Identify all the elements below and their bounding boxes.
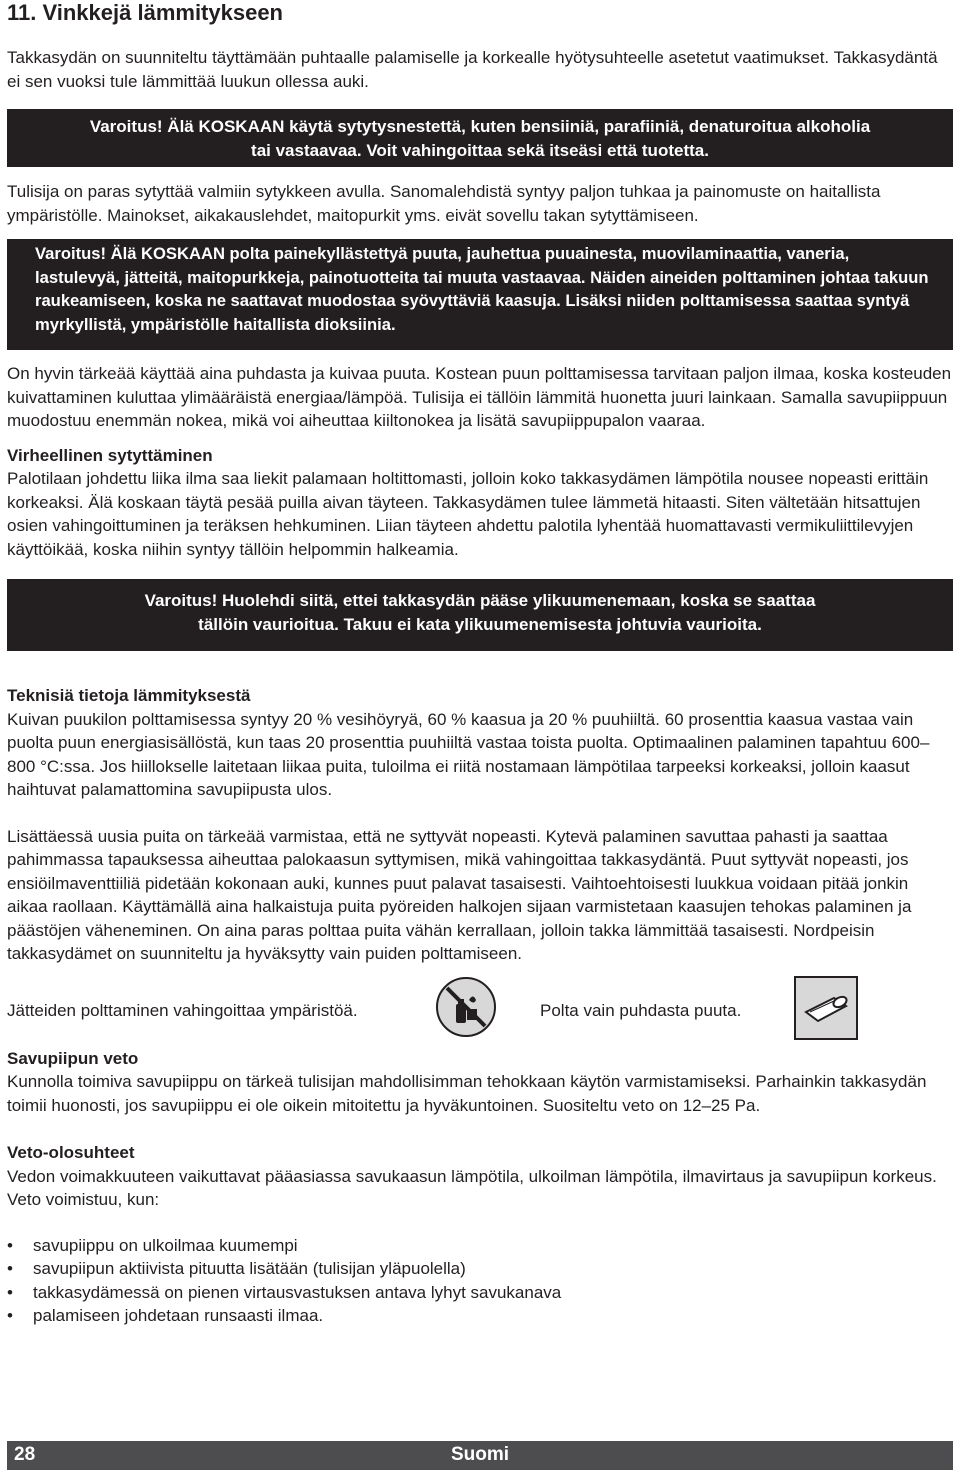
technical-heading: Teknisiä tietoja lämmityksestä	[7, 686, 251, 705]
warning-line: tai vastaavaa. Voit vahingoittaa sekä itseäsi että tuotetta.	[251, 140, 709, 160]
no-waste-burning-icon	[435, 976, 497, 1038]
wrong-lighting-text: Palotilaan johdettu liika ilma saa liekit palamaan holtittomasti, jolloin koko takkasydämen lämpötila nousee nopeasti erittäin korkeaksi. Älä koskaan täytä pesää puilla aivan täyteen. Takkasydämen tulee lämmetä hitaasti. Siten vältetään hitsattujen osien vahingoittuminen ja teräksen hehkuminen. Liian täyteen ahdettu palotila lyhentää huomattavasti vermikuliittilevyjen käyttöikää, koska niihin syntyy tällöin helpommin halkeamia.	[7, 469, 929, 559]
warning-box-overheating	[7, 579, 953, 651]
draft-conditions-text: Vedon voimakkuuteen vaikuttavat pääasiassa savukaasun lämpötila, ulkoilman lämpötila, ilmavirtaus ja savupiipun korkeus. Veto voimistuu, kun:	[7, 1166, 937, 1209]
list-item: • takkasydämessä on pienen virtausvastuksen antava lyhyt savukanava	[7, 1281, 953, 1305]
icons-row	[7, 976, 953, 1038]
technical-section	[7, 684, 953, 802]
list-item: • palamiseen johdetaan runsaasti ilmaa.	[7, 1304, 953, 1328]
document-page	[7, 0, 953, 1328]
warning-box-fluids	[7, 109, 953, 167]
wood-log-icon	[794, 976, 858, 1040]
section-title: 11. Vinkkejä lämmitykseen	[7, 0, 283, 25]
kindling-paragraph: Tulisija on paras sytyttää valmiin sytykkeen avulla. Sanomalehdistä syntyy paljon tuhkaa ja painomuste on haitallista ympäristölle. Mainokset, aikakauslehdet, maitopurkit yms. eivät sovellu takan sytyttämiseen.	[7, 182, 881, 225]
technical-text: Kuivan puukilon polttamisessa syntyy 20 % vesihöyryä, 60 % kaasua ja 20 % puuhiiltä. 60 prosenttia kaasua vastaa vain puolta puun energiasisällöstä, kun taas 20 prosenttia puuhiiltä vastaa toista puolta. Optimaalinen palaminen tapahtuu 600–800 °C:ssa. Jos hiillokselle laitetaan liikaa puita, tuloilma ei riitä nostamaan lämpötilaa tarpeeksi korkeaksi, jolloin kaasut haihtuvat palamattomina savupiipusta ulos.	[7, 709, 930, 799]
warning-line: Varoitus! Älä KOSKAAN käytä sytytysnestettä, kuten bensiiniä, parafiiniä, denaturoitua alkoholia	[89, 117, 871, 136]
warning-box-materials: Varoitus! Älä KOSKAAN polta painekyllästettyä puuta, jauhettua puuainesta, muovilaminaattia, vaneria, lastulevyä, jätteitä, maitopurkkeja, painotuotteita tai muuta vastaavaa. Näiden aineiden polttaminen johtaa takuun raukeamiseen, koska ne saattavat muodostaa syövyttäviä kaasuja. Lisäksi niiden polttamisessa saattaa syntyä myrkyllistä, ympäristölle haitallista dioksiinia.	[7, 239, 953, 350]
warning-line: tällöin vaurioitua. Takuu ei kata ylikuumenemisesta johtuvia vaurioita.	[198, 614, 762, 634]
chimney-draft-text: Kunnolla toimiva savupiippu on tärkeä tulisijan mahdollisimman tehokkaan käytön varmistamiseksi. Parhainkin takkasydän toimii huonosti, jos savupiippu ei ole oikein mitoitettu ja hyväkuntoinen. Suositeltu veto on 12–25 Pa.	[7, 1072, 927, 1115]
footer-language: Suomi	[451, 1444, 510, 1465]
adding-wood-paragraph: Lisättäessä uusia puita on tärkeää varmistaa, että ne syttyvät nopeasti. Kytevä palaminen savuttaa pahasti ja saattaa pahimmassa tapauksessa aiheuttaa palokaasun syttymisen, mikä vahingoittaa takkasydäntä. Puut syttyvät nopeasti, jos ensiöilmaventtiiliä pidetään kokonaan auki, kunnes puut palavat tasaisesti. Vaihtoehtoisesti luukkua voidaan pitää jonkin aikaa raollaan. Käyttämällä aina halkaistuja puita pyöreiden halkojen sijaan varmistetaan kaasujen tehokas palaminen ja päästöjen väheneminen. On aina paras polttaa puita vähän kerrallaan, jolloin takka lämmittää tasaisesti. Nordpeisin takkasydämet on suunniteltu ja hyväksytty vain puiden polttamiseen.	[7, 826, 912, 963]
waste-burning-note: Jätteiden polttaminen vahingoittaa ympäristöä.	[7, 1000, 358, 1020]
intro-paragraph: Takkasydän on suunniteltu täyttämään puhtaalle palamiselle ja korkealle hyötysuhteelle asetetut vaatimukset. Takkasydäntä ei sen vuoksi tule lämmittää luukun ollessa auki.	[7, 48, 938, 91]
page-footer	[7, 1441, 953, 1470]
warning-line: Varoitus! Huolehdi siitä, ettei takkasydän pääse ylikuumenemaan, koska se saattaa	[144, 591, 816, 610]
list-item: • savupiipun aktiivista pituutta lisätään (tulisijan yläpuolella)	[7, 1257, 953, 1281]
draft-conditions-heading: Veto-olosuhteet	[7, 1143, 135, 1162]
draft-conditions-list	[7, 1234, 953, 1328]
clean-wood-note: Polta vain puhdasta puuta.	[540, 1000, 742, 1020]
dry-wood-paragraph: On hyvin tärkeää käyttää aina puhdasta ja kuivaa puuta. Kostean puun polttamisessa tarvitaan paljon ilmaa, koska kosteuden kuivattaminen kuluttaa ylimääräistä energiaa/lämpöä. Tulisija ei tällöin lämmitä huonetta juuri lainkaan. Samalla savupiippuun muodostuu enemmän nokea, mikä voi aiheuttaa kiiltonokea ja lisätä savupiippupalon vaaraa.	[7, 364, 952, 430]
wrong-lighting-heading: Virheellinen sytyttäminen	[7, 445, 213, 465]
draft-conditions-section	[7, 1141, 953, 1328]
page-number: 28	[14, 1444, 36, 1465]
chimney-draft-section	[7, 1047, 953, 1118]
wrong-lighting-section	[7, 444, 953, 562]
chimney-draft-heading: Savupiipun veto	[7, 1048, 139, 1068]
list-item: • savupiippu on ulkoilmaa kuumempi	[7, 1234, 953, 1258]
